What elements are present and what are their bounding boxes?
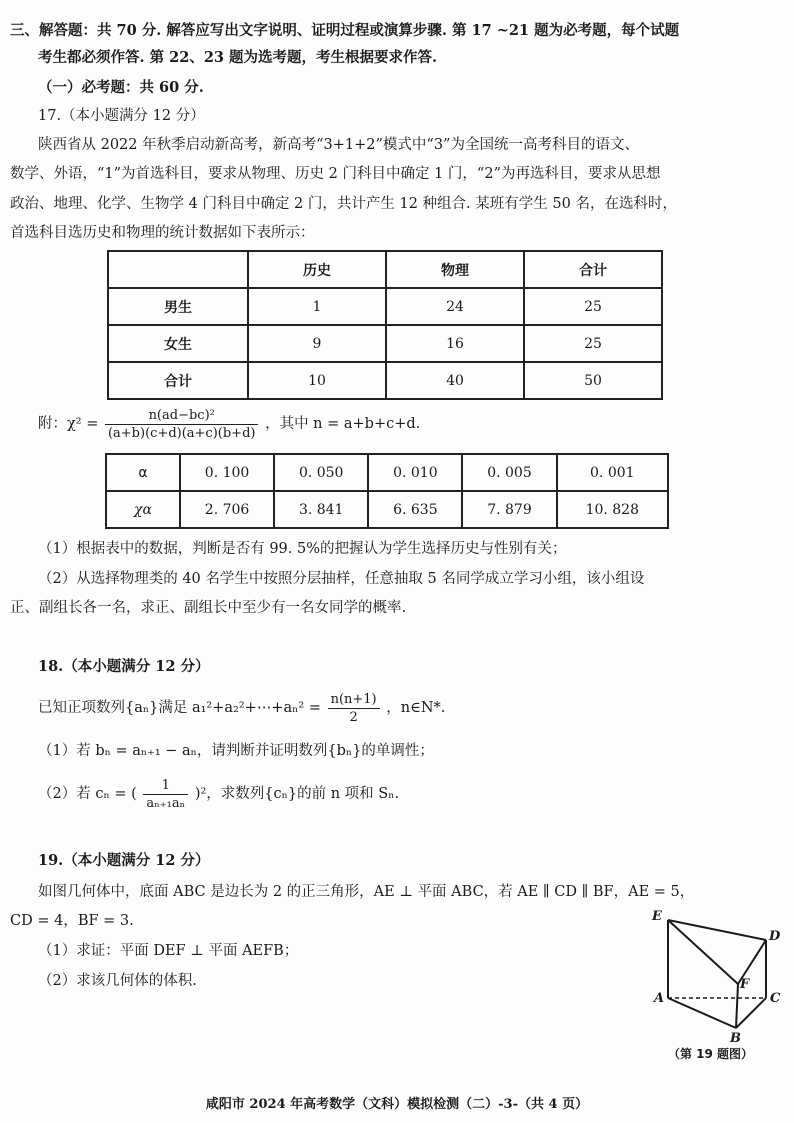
q17-critical-value-table — [105, 453, 669, 529]
table-cell: 合计 — [108, 362, 248, 399]
label-f: F — [740, 977, 750, 992]
table-cell: 男生 — [108, 288, 248, 325]
q18-stem-denominator: 2 — [349, 709, 358, 725]
q19-part1: （1）求证：平面 DEF ⊥ 平面 AEFB； — [38, 943, 299, 959]
table-cell: 50 — [524, 362, 662, 399]
edge-ab — [668, 998, 736, 1028]
required-label: （一）必考题：共 60 分. — [38, 79, 204, 96]
label-a: A — [654, 991, 665, 1006]
figure-caption: （第 19 题图） — [668, 1047, 754, 1061]
table-header-cell: 合计 — [524, 251, 662, 288]
q17-para-line3: 政治、地理、化学、生物学 4 门科目中确定 2 门，共计产生 12 种组合. 某班有学生 50 名，在选科时， — [10, 196, 677, 212]
q18-part2 — [38, 774, 399, 814]
formula-prefix: 附：χ² = — [38, 416, 99, 432]
q18-part2-denominator: aₙ₊₁aₙ — [146, 795, 186, 811]
q19-solid-figure — [648, 904, 788, 1064]
q18-part2-suffix: )²，求数列{cₙ}的前 n 项和 Sₙ. — [194, 786, 400, 802]
label-e: E — [652, 909, 662, 924]
label-c: C — [770, 991, 781, 1006]
table-cell: 3. 841 — [274, 491, 368, 528]
table-cell: 0. 100 — [180, 454, 274, 491]
table-cell: χα — [106, 491, 180, 528]
q17-para-line2: 数学、外语，“1”为首选科目，要求从物理、历史 2 门科目中确定 1 门，“2”为再选科目，要求从思想 — [10, 166, 661, 182]
q17-part2-line1: （2）从选择物理类的 40 名学生中按照分层抽样，任意抽取 5 名同学成立学习小组，该小组设 — [38, 571, 645, 587]
table-cell: 9 — [248, 325, 386, 362]
table-header-cell: 物理 — [386, 251, 524, 288]
formula-fraction — [105, 407, 259, 442]
table-cell: 40 — [386, 362, 524, 399]
q17-para-line4: 首选科目选历史和物理的统计数据如下表所示： — [10, 225, 315, 241]
table-row — [108, 362, 662, 399]
table-header-cell — [108, 251, 248, 288]
q19-part2: （2）求该几何体的体积. — [38, 973, 197, 989]
table-cell: 10 — [248, 362, 386, 399]
table-row — [106, 491, 668, 528]
q18-stem — [38, 688, 445, 728]
q18-stem-fraction — [328, 691, 380, 726]
edge-cb — [736, 998, 766, 1028]
q18-part1: （1）若 bₙ = aₙ₊₁ − aₙ，请判断并证明数列{bₙ}的单调性； — [38, 743, 434, 759]
edge-fb — [736, 984, 738, 1028]
page-footer: 咸阳市 2024 年高考数学（文科）模拟检测（二）-3-（共 4 页） — [205, 1097, 589, 1112]
table-cell: 0. 005 — [462, 454, 556, 491]
table-cell: 0. 010 — [368, 454, 462, 491]
q18-stem-suffix: ，n∈N*. — [386, 700, 446, 716]
table-row — [108, 325, 662, 362]
q18-part2-numerator: 1 — [143, 777, 188, 795]
formula-numerator: n(ad−bc)² — [105, 407, 259, 425]
q18-title: 18.（本小题满分 12 分） — [38, 658, 210, 675]
q19-title: 19.（本小题满分 12 分） — [38, 852, 210, 869]
formula-denominator: (a+b)(c+d)(a+c)(b+d) — [107, 425, 256, 441]
table-cell: 24 — [386, 288, 524, 325]
q18-stem-prefix: 已知正项数列{aₙ}满足 a₁²+a₂²+⋯+aₙ² = — [38, 700, 321, 716]
section-header-line1: 三、解答题：共 70 分. 解答应写出文字说明、证明过程或演算步骤. 第 17 ~21 题为必考题，每个试题 — [10, 22, 680, 39]
table-cell: 1 — [248, 288, 386, 325]
table-cell: 6. 635 — [368, 491, 462, 528]
q18-part2-prefix: （2）若 cₙ = ( — [38, 786, 137, 802]
q17-part1: （1）根据表中的数据，判断是否有 99. 5%的把握认为学生选择历史与性别有关； — [38, 541, 567, 557]
q17-formula — [38, 404, 420, 444]
formula-suffix: ，其中 n = a+b+c+d. — [265, 416, 421, 432]
q17-part2-line2: 正、副组长各一名，求正、副组长中至少有一名女同学的概率. — [10, 600, 407, 616]
q19-stem-line1: 如图几何体中，底面 ABC 是边长为 2 的正三角形，AE ⊥ 平面 ABC，若 AE ∥ CD ∥ BF，AE = 5， — [38, 884, 695, 900]
table-cell: 女生 — [108, 325, 248, 362]
table-header-cell: 历史 — [248, 251, 386, 288]
q18-part2-fraction — [143, 777, 188, 812]
edge-ef — [668, 920, 738, 984]
q17-title: 17.（本小题满分 12 分） — [38, 108, 205, 124]
table-cell: 2. 706 — [180, 491, 274, 528]
table-cell: 0. 001 — [557, 454, 668, 491]
table-cell: 10. 828 — [557, 491, 668, 528]
table-header-row — [108, 251, 662, 288]
label-d: D — [769, 929, 781, 944]
table-cell: 25 — [524, 288, 662, 325]
table-cell: 25 — [524, 325, 662, 362]
table-cell: α — [106, 454, 180, 491]
q17-para-line1: 陕西省从 2022 年秋季启动新高考，新高考“3+1+2”模式中“3”为全国统一高考科目的语文、 — [38, 137, 639, 153]
table-row — [108, 288, 662, 325]
q17-contingency-table — [107, 250, 663, 400]
table-cell: 0. 050 — [274, 454, 368, 491]
label-b: B — [730, 1031, 741, 1046]
q19-stem-line2: CD = 4，BF = 3. — [10, 913, 134, 929]
q18-stem-numerator: n(n+1) — [328, 691, 380, 709]
edge-ed — [668, 920, 766, 940]
table-cell: 7. 879 — [462, 491, 556, 528]
table-row — [106, 454, 668, 491]
table-cell: 16 — [386, 325, 524, 362]
section-header-line2: 考生都必须作答. 第 22、23 题为选考题，考生根据要求作答. — [38, 49, 438, 66]
